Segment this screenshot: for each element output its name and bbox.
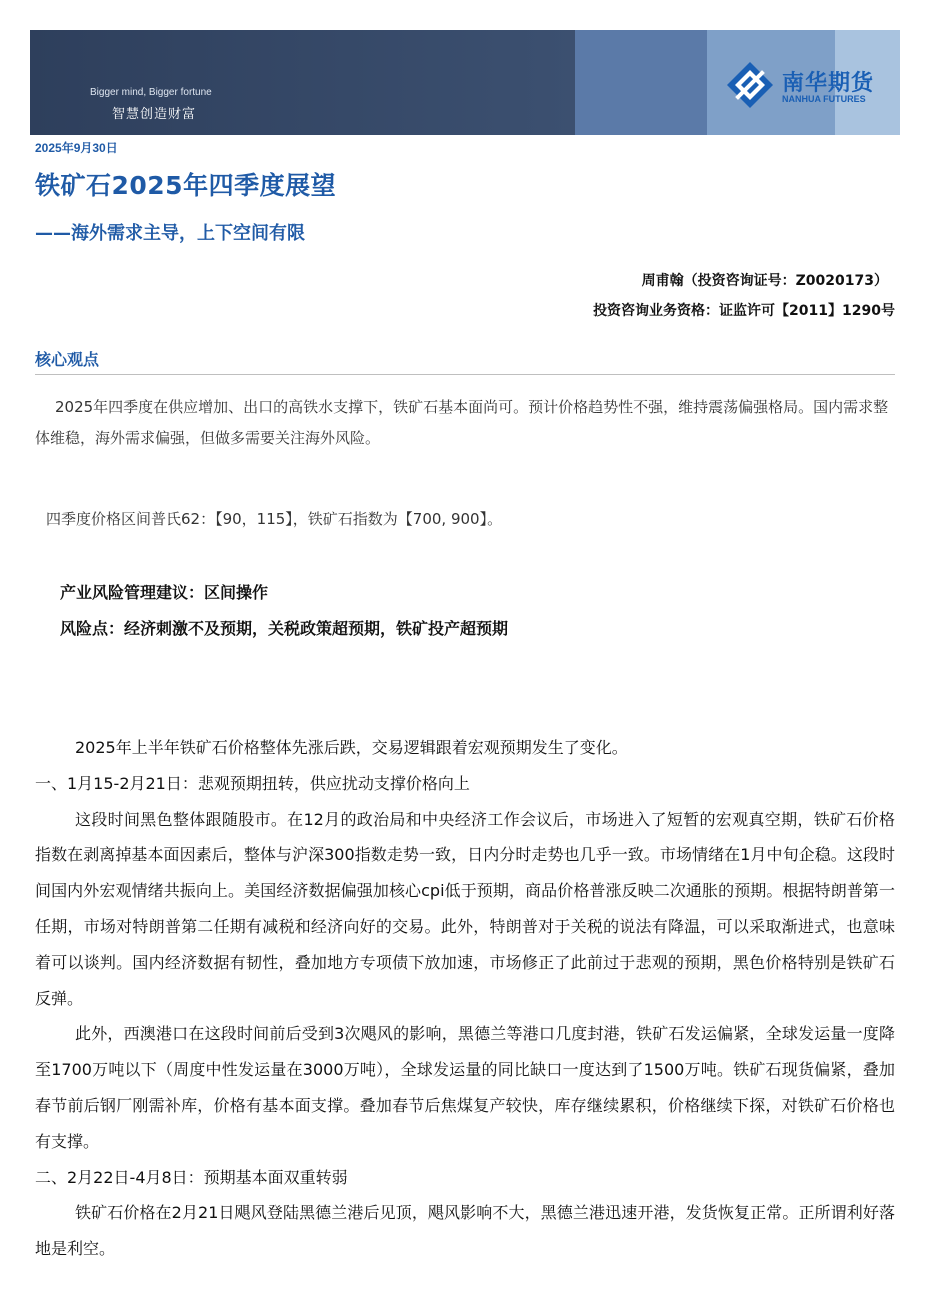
report-subtitle: ——海外需求主导，上下空间有限 [35, 223, 305, 244]
paragraph: 此外，西澳港口在这段时间前后受到3次飓风的影响，黑德兰等港口几度封港，铁矿石发运偏紧，全球发运量一度降至1700万吨以下（周度中性发运量在3000万吨），全球发运量的同比缺口一度达到了1500万吨。铁矿石现货偏紧，叠加春节前后钢厂刚需补库，价格有基本面支撑。叠加春节后焦煤复产较快，库存继续累积，价格继续下探，对铁矿石价格也有支撑。 [35, 1024, 895, 1151]
paragraph: 这段时间黑色整体跟随股市。在12月的政治局和中央经济工作会议后，市场进入了短暂的宏观真空期，铁矿石价格指数在剥离掉基本面因素后，整体与沪深300指数走势一致，日内分时走势也几乎一致。市场情绪在1月中旬企稳。这段时间国内外宏观情绪共振向上。美国经济数据偏强加核心cpi低于预期，商品价格普涨反映二次通胀的预期。根据特朗普第一任期，市场对特朗普第二任期有减税和经济向好的交易。此外，特朗普对于关税的说法有降温，可以采取渐进式，也意味着可以谈判。国内经济数据有韧性，叠加地方专项债下放加速，市场修正了此前过于悲观的预期，黑色价格特别是铁矿石反弹。 [35, 809, 895, 1008]
report-date: 2025年9月30日 [35, 141, 118, 155]
header-banner [30, 30, 900, 135]
risk-points: 风险点：经济刺激不及预期，关税政策超预期，铁矿投产超预期 [60, 619, 509, 638]
nanhua-logo-icon [727, 62, 773, 108]
price-range: 四季度价格区间普氏62：【90，115】，铁矿石指数为【700, 900】。 [46, 510, 503, 528]
report-title: 铁矿石2025年四季度展望 [35, 171, 337, 200]
core-summary: 2025年四季度在供应增加、出口的高铁水支撑下，铁矿石基本面尚可。预计价格趋势性不强，维持震荡偏强格局。国内需求整体维稳，海外需求偏强，但做多需要关注海外风险。 [35, 398, 889, 447]
section-heading: 二、2月22日-4月8日：预期基本面双重转弱 [35, 1167, 348, 1187]
report-body [35, 730, 895, 1267]
license-line: 投资咨询业务资格：证监许可【2011】1290号 [593, 303, 895, 319]
author-line: 周甫翰（投资咨询证号：Z0020173） [641, 273, 888, 289]
slogan-english: Bigger mind, Bigger fortune [90, 87, 212, 98]
paragraph: 2025年上半年铁矿石价格整体先涨后跌，交易逻辑跟着宏观预期发生了变化。 [75, 738, 628, 757]
logo-text-english: NANHUA FUTURES [782, 94, 866, 104]
paragraph: 铁矿石价格在2月21日飓风登陆黑德兰港后见顶，飓风影响不大，黑德兰港迅速开港，发货恢复正常。正所谓利好落地是利空。 [35, 1203, 895, 1259]
banner-strip [575, 30, 707, 135]
slogan-chinese: 智慧创造财富 [112, 107, 197, 122]
section-divider [35, 374, 895, 375]
core-heading: 核心观点 [35, 350, 100, 369]
logo-text-chinese: 南华期货 [782, 71, 875, 96]
section-heading: 一、1月15-2月21日：悲观预期扭转，供应扰动支撑价格向上 [35, 773, 470, 793]
risk-advice: 产业风险管理建议：区间操作 [60, 583, 269, 602]
